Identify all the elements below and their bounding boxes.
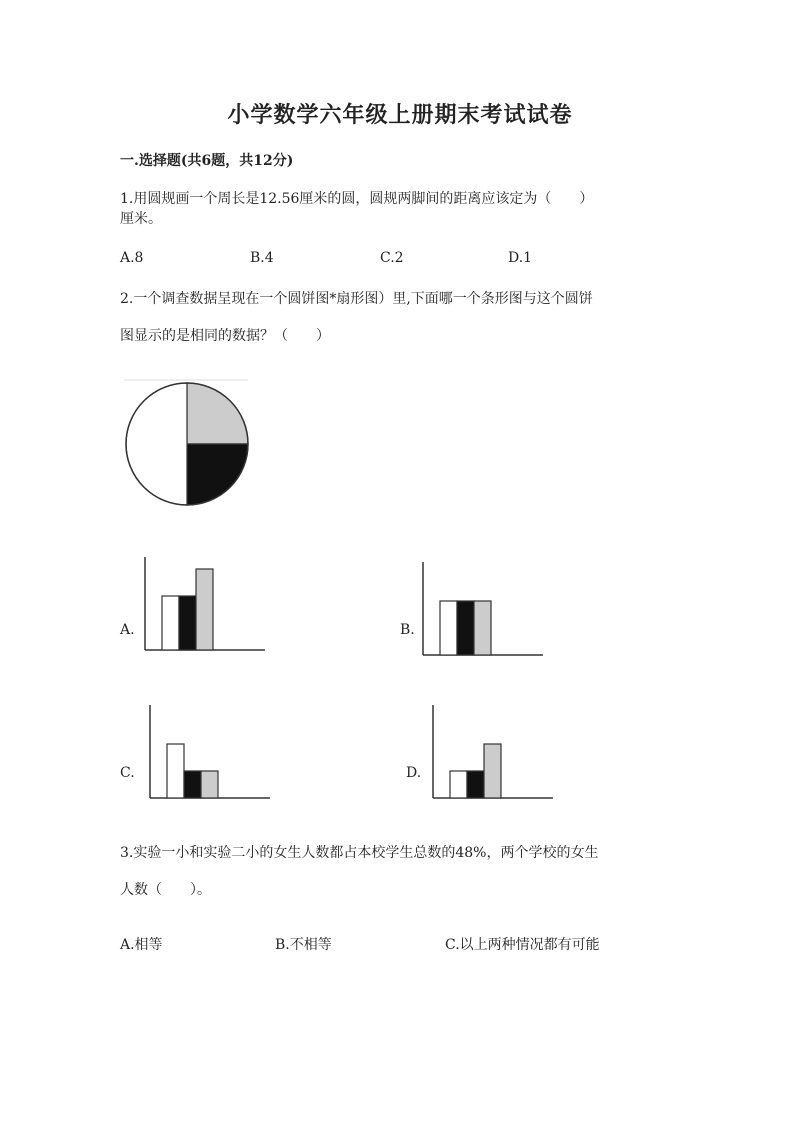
question-1-line-1: 1.用圆规画一个周长是12.56厘米的圆，圆规两脚间的距离应该定为（ ） xyxy=(120,191,594,207)
question-3-line-2: 人数（ ）。 xyxy=(120,882,211,898)
pie-chart xyxy=(120,378,255,513)
q2-option-b-label: B. xyxy=(400,622,415,638)
bar-3 xyxy=(474,601,491,655)
q2-option-d-bar-chart xyxy=(428,703,558,803)
bar-1 xyxy=(450,771,467,798)
bar-3 xyxy=(201,771,218,798)
question-3-line-1: 3.实验一小和实验二小的女生人数都占本校学生总数的48%，两个学校的女生 xyxy=(120,845,599,861)
question-2-line-2: 图显示的是相同的数据？（ ） xyxy=(120,328,330,344)
q1-option-c: C.2 xyxy=(380,250,404,266)
q2-option-c-bar-chart xyxy=(145,703,275,803)
bar-1 xyxy=(440,601,457,655)
bar-2 xyxy=(179,596,196,650)
question-2-line-1: 2.一个调查数据呈现在一个圆饼图*扇形图）里,下面哪一个条形图与这个圆饼 xyxy=(120,291,593,307)
bar-1 xyxy=(167,744,184,798)
pie-slice-1 xyxy=(187,383,248,444)
bar-2 xyxy=(184,771,201,798)
pie-slice-3 xyxy=(126,383,187,505)
q3-option-a: A.相等 xyxy=(120,937,163,953)
q1-option-d: D.1 xyxy=(508,250,533,266)
section-heading: 一.选择题(共6题，共12分) xyxy=(120,153,294,169)
bar-3 xyxy=(484,744,501,798)
bar-2 xyxy=(457,601,474,655)
q2-option-a-label: A. xyxy=(120,622,135,638)
question-1-line-2: 厘米。 xyxy=(120,211,162,227)
q2-option-c-label: C. xyxy=(120,765,135,781)
q1-option-a: A.8 xyxy=(120,250,144,266)
q1-option-b: B.4 xyxy=(250,250,274,266)
pie-slice-2 xyxy=(187,444,248,505)
q2-option-b-bar-chart xyxy=(418,560,548,660)
q2-option-a-bar-chart xyxy=(140,555,270,655)
bar-2 xyxy=(467,771,484,798)
q3-option-b: B.不相等 xyxy=(275,937,332,953)
q3-option-c: C.以上两种情况都有可能 xyxy=(445,937,600,953)
page-title: 小学数学六年级上册期末考试试卷 xyxy=(227,102,573,128)
q2-option-d-label: D. xyxy=(406,765,422,781)
bar-1 xyxy=(162,596,179,650)
bar-3 xyxy=(196,569,213,650)
